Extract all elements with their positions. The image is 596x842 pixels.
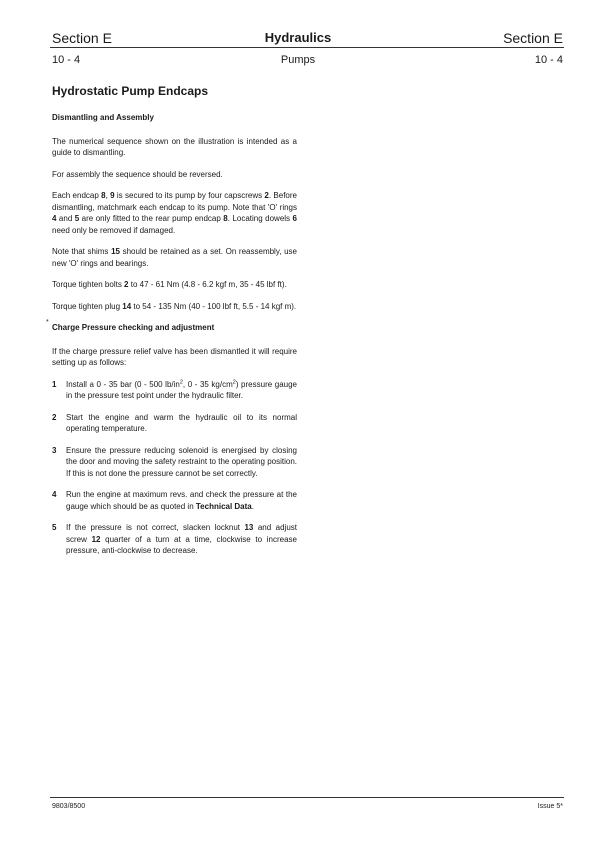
page-title: Hydrostatic Pump Endcaps bbox=[52, 84, 209, 98]
paragraph-intro: The numerical sequence shown on the illustration is intended as a guide to dismantling. bbox=[52, 136, 297, 157]
step-3 bbox=[52, 445, 297, 480]
step-text: Run the engine at maximum revs. and check the pressure at the gauge which should be as quoted in Technical Data. bbox=[66, 490, 297, 511]
step-text: Start the engine and warm the hydraulic oil to its normal operating temperature. bbox=[66, 412, 297, 433]
step-5 bbox=[52, 522, 297, 557]
header-rule bbox=[50, 47, 564, 48]
step-text: Install a 0 - 35 bar (0 - 500 $lb/in^2$, 0 - 35 $kg/cm^2$) pressure gauge in the pressure test point under the hydraulic filter. bbox=[66, 378, 298, 400]
step-2 bbox=[52, 412, 297, 435]
step-1 bbox=[52, 379, 297, 402]
step-number: 3 bbox=[52, 445, 57, 455]
footer-rule bbox=[50, 797, 564, 798]
step-number: 2 bbox=[52, 412, 57, 422]
paragraph-endcap: Each endcap 8, 9 is secured to its pump by four capscrews 2. Before dismantling, matchmark each endcap to its pump. Note that 'O' rings 4 and 5 are only fitted to the rear pump endcap 8. Locating dowels 6 need only be removed if damaged. bbox=[52, 191, 297, 235]
header-section-left: Section E bbox=[52, 30, 112, 46]
paragraph-assembly: For assembly the sequence should be reversed. bbox=[52, 169, 223, 179]
section-title-charge-pressure: Charge Pressure checking and adjustment bbox=[52, 323, 215, 332]
paragraph-charge-intro: If the charge pressure relief valve has been dismantled it will require setting up as follows: bbox=[52, 346, 297, 367]
footer-issue: Issue 5* bbox=[537, 803, 563, 810]
section-title-dismantling: Dismantling and Assembly bbox=[52, 113, 154, 122]
paragraph-torque-bolts: Torque tighten bolts 2 to 47 - 61 Nm (4.8 - 6.2 kgf m, 35 - 45 lbf ft). bbox=[52, 280, 287, 289]
page-content bbox=[46, 84, 298, 567]
header-page-right: 10 - 4 bbox=[534, 54, 563, 66]
step-4 bbox=[52, 489, 297, 512]
header-title: Hydraulics bbox=[264, 30, 332, 45]
header-page-left: 10 - 4 bbox=[52, 54, 81, 66]
step-number: 4 bbox=[52, 490, 57, 499]
step-text: If the pressure is not correct, slacken locknut 13 and adjust screw 12 quarter of a turn at a time, clockwise to increase pressure, anti-clockwise to decrease. bbox=[66, 523, 298, 555]
section-charge-pressure bbox=[46, 319, 298, 557]
footer-document-number: 9803/8500 bbox=[52, 803, 86, 810]
step-number: 5 bbox=[52, 523, 57, 532]
header-section-right: Section E bbox=[503, 30, 563, 46]
step-number: 1 bbox=[52, 379, 57, 389]
paragraph-shims: Note that shims 15 should be retained as a set. On reassembly, use new 'O' rings and bearings. bbox=[52, 247, 298, 268]
header-subtitle: Pumps bbox=[280, 54, 316, 66]
paragraph-torque-plug: Torque tighten plug 14 to 54 - 135 Nm (40 - 100 lbf ft, 5.5 - 14 kgf m). bbox=[52, 301, 297, 311]
step-text: Ensure the pressure reducing solenoid is energised by closing the door and moving the safety restraint to the operating position. If this is not done the pressure cannot be set correctly. bbox=[66, 445, 297, 478]
revision-marker: * bbox=[46, 319, 49, 326]
